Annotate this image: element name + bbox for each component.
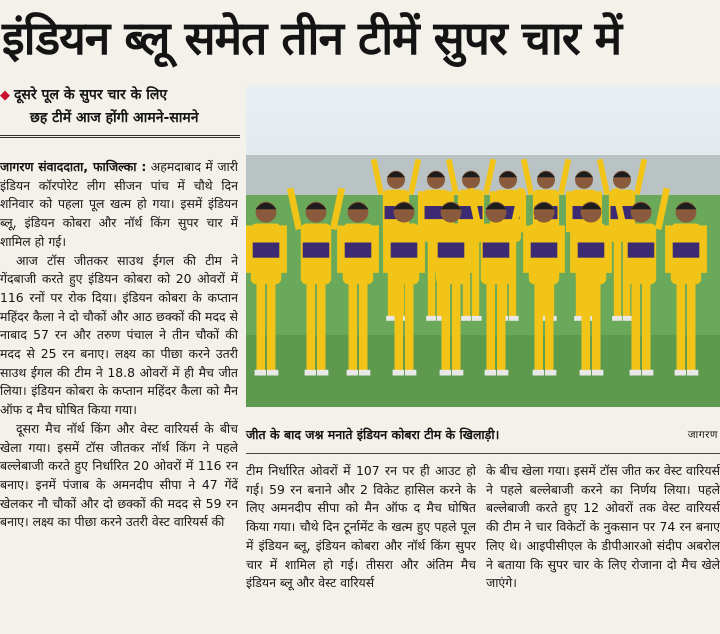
player-jersey-band bbox=[438, 243, 465, 258]
player-shoe bbox=[472, 316, 482, 321]
team-photo-illustration bbox=[246, 85, 720, 407]
player-leg bbox=[307, 282, 316, 372]
player-leg bbox=[687, 282, 696, 372]
player-leg bbox=[487, 282, 496, 372]
player-arm bbox=[372, 225, 379, 273]
player-leg bbox=[614, 240, 621, 318]
article-column-3-text: के बीच खेला गया। इसमें टॉस जीत कर वेस्ट वारियर्स ने पहले बल्लेबाजी करने का निर्णय लिया। पहले बल्लेबाजी करते हुए 12 ओवरों तक वेस्ट वारियर्स की टीम ने चार विकेटों के नुकसान पर 74 रन बनाए लिए थे। आइपीसीएल के डीपीआरओ संदीप अबरोल ने बताया कि सुपर चार के लिए रोजाना दो मैच खेले जाएंगे। bbox=[486, 463, 720, 591]
player-arm bbox=[558, 225, 565, 273]
article-column-1 bbox=[0, 158, 238, 634]
player-leg bbox=[677, 282, 686, 372]
player-jersey-band bbox=[628, 243, 655, 258]
player-shoe bbox=[497, 370, 508, 376]
player-shoe bbox=[533, 370, 544, 376]
subheading bbox=[0, 84, 240, 138]
article-column-2 bbox=[246, 462, 476, 632]
stadium-stand bbox=[246, 155, 720, 195]
byline: जागरण संवाददाता, फाजिल्का : bbox=[0, 159, 147, 174]
player-leg bbox=[545, 282, 554, 372]
player-leg bbox=[535, 282, 544, 372]
player-jersey-band bbox=[253, 243, 280, 258]
player-leg bbox=[317, 282, 326, 372]
player-arm bbox=[246, 225, 252, 273]
player-leg bbox=[442, 282, 451, 372]
player-leg bbox=[395, 282, 404, 372]
article-paragraph-3: दूसरा मैच नॉर्थ किंग और वेस्ट वारियर्स के बीच खेला गया। इसमें टॉस जीतकर नॉर्थ किंग ने पहले बल्लेबाजी करते हुए निर्धारित 20 ओवरों में 116 रन बनाए। इनमें पंजाब के अमनदीप सीपा ने 47 गेंदें खेलकर नौ चौकों और दो छक्कों की मदद से 59 रन बनाए। लक्ष्य का पीछा करने उतरी वेस्ट वारियर्स की bbox=[0, 420, 238, 530]
subheading-line-2: छह टीमें आज होंगी आमने-सामने bbox=[30, 110, 199, 126]
headline: इंडियन ब्लू समेत तीन टीमें सुपर चार में bbox=[2, 11, 622, 65]
player-shoe bbox=[347, 370, 358, 376]
player-leg bbox=[632, 282, 641, 372]
player-leg bbox=[257, 282, 266, 372]
player-leg bbox=[582, 282, 591, 372]
player-arm bbox=[605, 225, 612, 273]
player-leg bbox=[267, 282, 276, 372]
player-shoe bbox=[255, 370, 266, 376]
player-shoe bbox=[317, 370, 328, 376]
player-shoe bbox=[509, 316, 519, 321]
player-shoe bbox=[267, 370, 278, 376]
player-shoe bbox=[305, 370, 316, 376]
subheading-line-1: दूसरे पूल के सुपर चार के लिए bbox=[14, 87, 168, 103]
player-shoe bbox=[580, 370, 591, 376]
player-jersey-band bbox=[303, 243, 330, 258]
player-shoe bbox=[393, 370, 404, 376]
player-shoe bbox=[642, 370, 653, 376]
photo-caption-bar bbox=[246, 414, 720, 454]
player-arm bbox=[280, 225, 287, 273]
player-leg bbox=[592, 282, 601, 372]
player-jersey-band bbox=[578, 243, 605, 258]
player-shoe bbox=[545, 370, 556, 376]
player-leg bbox=[452, 282, 461, 372]
article-paragraph-2: आज टॉस जीतकर साउथ ईगल की टीम ने गेंदबाजी करते हुए इंडियन कोबरा को 20 ओवरों में 116 रनों पर रोक दिया। इंडियन कोबरा के कप्तान महिंदर कैला ने दो चौकों और आठ छक्कों की मदद से नाबाद 57 रन और तरुण पंचाल ने तीन चौकों की मदद से 25 रन बनाए। लक्ष्य का पीछा करने उतरी साउथ ईगल की टीम ने 18.8 ओवरों में ही मैच जीत लिया। इंडियन कोबरा के कप्तान महिंदर कैला को मैन ऑफ द मैच घोषित किया गया। bbox=[0, 252, 238, 418]
player-arm bbox=[465, 225, 472, 273]
team-celebration-photo bbox=[246, 85, 720, 407]
player-shoe bbox=[612, 316, 622, 321]
player-jersey-band bbox=[531, 243, 558, 258]
player-arm bbox=[523, 225, 530, 273]
diamond-bullet-icon: ◆ bbox=[0, 88, 10, 103]
player-arm bbox=[700, 225, 707, 273]
player-arm bbox=[430, 225, 437, 273]
player-leg bbox=[472, 240, 479, 318]
player-leg bbox=[359, 282, 368, 372]
player-shoe bbox=[452, 370, 463, 376]
player-shoe bbox=[359, 370, 370, 376]
player-shoe bbox=[485, 370, 496, 376]
player-shoe bbox=[592, 370, 603, 376]
player-shoe bbox=[687, 370, 698, 376]
article-column-2-text: टीम निर्धारित ओवरों में 107 रन पर ही आउट हो गई। 59 रन बनाने और 2 विकेट हासिल करने के लिए अमनदीप सीपा को मैन ऑफ द मैच घोषित किया गया। चौथे दिन टूर्नामेंट के खत्म हुए पहले पूल में इंडियन ब्लू, इंडियन कोबरा और नॉर्थ किंग सुपर चार में शामिल हो गई। तीसरा और अंतिम मैच इंडियन ब्लू और वेस्ट वारियर्स bbox=[246, 463, 476, 591]
player-jersey-band bbox=[345, 243, 372, 258]
paragraph-1-text: अहमदाबाद में जारी इंडियन कॉरपोरेट लीग सीजन पांच में चौथे दिन शनिवार को पहला पूल खत्म हो गया। इसमें इंडियन ब्लू, इंडियन कोबरा और नॉर्थ किंग सुपर चार में शामिल हो गई। bbox=[0, 159, 238, 249]
player-arm bbox=[418, 225, 425, 273]
player-leg bbox=[405, 282, 414, 372]
player-arm bbox=[383, 225, 390, 273]
player-shoe bbox=[630, 370, 641, 376]
photo-caption: जीत के बाद जश्न मनाते इंडियन कोबरा टीम के खिलाड़ी। bbox=[246, 427, 500, 442]
player-leg bbox=[349, 282, 358, 372]
player-leg bbox=[497, 282, 506, 372]
player-arm bbox=[337, 225, 344, 273]
player-jersey-band bbox=[673, 243, 700, 258]
photo-credit: जागरण bbox=[687, 429, 718, 441]
player-shoe bbox=[461, 316, 471, 321]
player-jersey-band bbox=[391, 243, 418, 258]
player-arm bbox=[665, 225, 672, 273]
player-shoe bbox=[623, 316, 633, 321]
player-shoe bbox=[440, 370, 451, 376]
player-jersey-band bbox=[483, 243, 510, 258]
article-paragraph-1 bbox=[0, 158, 238, 252]
player-shoe bbox=[405, 370, 416, 376]
player-shoe bbox=[675, 370, 686, 376]
player-leg bbox=[642, 282, 651, 372]
player-shoe bbox=[426, 316, 436, 321]
article-column-3 bbox=[486, 462, 720, 632]
player-arm bbox=[570, 225, 577, 273]
